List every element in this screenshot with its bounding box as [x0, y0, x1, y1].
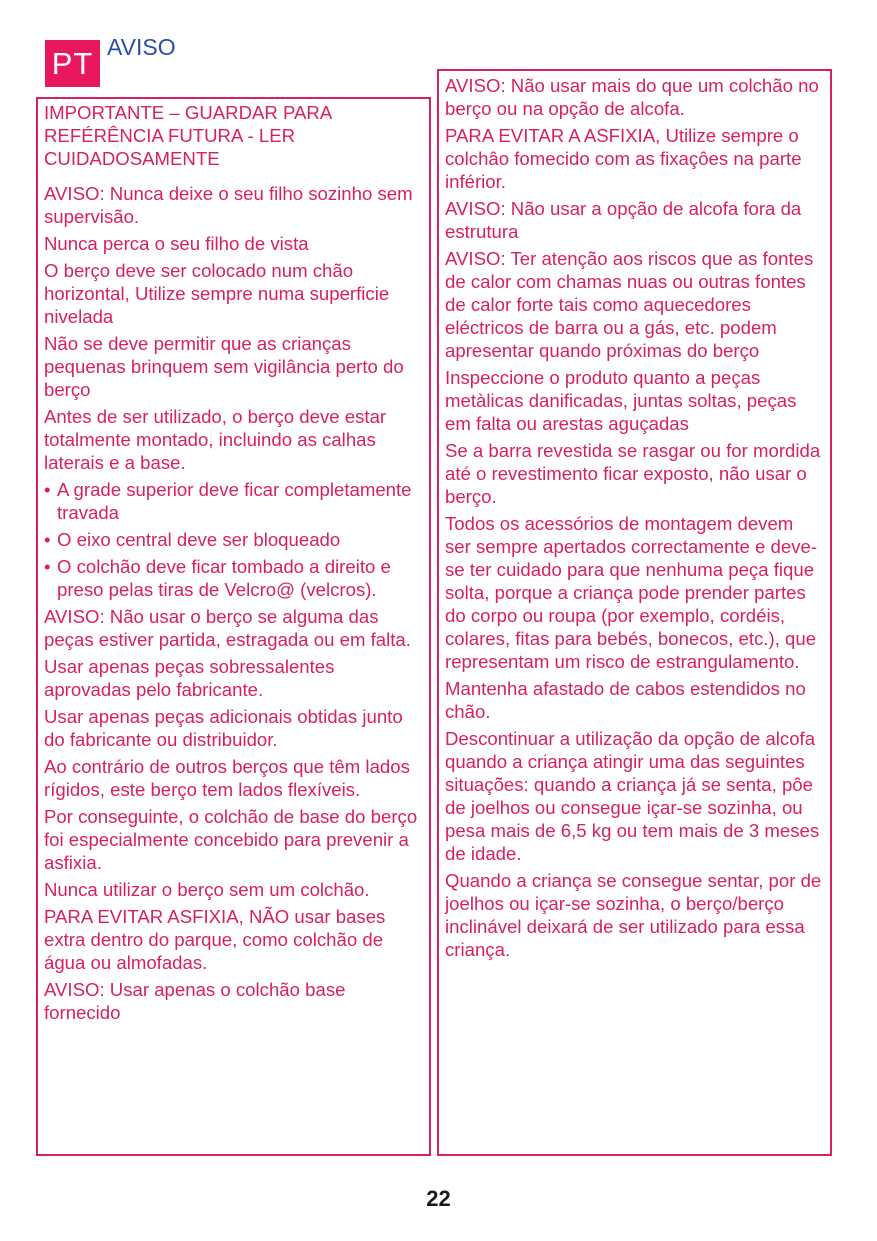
paragraph: Usar apenas peças adicionais obtidas junto do fabricante ou distribuidor. [44, 706, 403, 750]
paragraph: AVISO: Nunca deixe o seu filho sozinho sem supervisão. [44, 183, 413, 227]
paragraph: Todos os acessórios de montagem devem ser sempre apertados correctamente e deve-se ter cuidado para que nenhuma peça fique solta, porque a criança pode prender partes do corpo ou roupa (por exemplo, cordéis, colares, fitas para bebés, bonecos, etc.), que representam um risco de estrangulamento. [445, 513, 818, 672]
paragraph: Mantenha afastado de cabos estendidos no chão. [445, 678, 806, 722]
bullet-text: O colchão deve ficar tombado a direito e preso pelas tiras de Velcro@ (velcros). [57, 556, 391, 600]
paragraph: Não se deve permitir que as crianças pequenas brinquem sem vigilância perto do berço [44, 333, 404, 400]
paragraph: Quando a criança se consegue sentar, por de joelhos ou içar-se sozinha, o berço/berço inclinável deixará de ser utilizado para essa criança. [445, 870, 822, 960]
paragraph: AVISO: Ter atenção aos riscos que as fontes de calor com chamas nuas ou outras fontes de calor forte tais como aquecedores eléctricos de barra ou a gás, etc. podem apresentar quando próximas do berço [445, 248, 814, 361]
paragraph: Nunca utilizar o berço sem um colchão. [44, 879, 370, 900]
paragraph: Se a barra revestida se rasgar ou for mordida até o revestimento ficar exposto, não usar o berço. [445, 440, 821, 507]
bullet-item [44, 478, 423, 524]
left-warning-column [36, 97, 431, 1156]
bullet-dot: • [44, 479, 51, 500]
bullet-dot: • [44, 529, 51, 550]
paragraph: Nunca perca o seu filho de vista [44, 233, 309, 254]
important-heading: IMPORTANTE – GUARDAR PARA REFÉRÊNCIA FUTURA - LER CUIDADOSAMENTE [44, 102, 332, 169]
paragraph: O berço deve ser colocado num chão horizontal, Utilize sempre numa superficie nivelada [44, 260, 390, 327]
paragraph: Usar apenas peças sobressalentes aprovadas pelo fabricante. [44, 656, 335, 700]
bullet-dot: • [44, 556, 51, 577]
paragraph: Descontinuar a utilização da opção de alcofa quando a criança atingir uma das seguintes situações: quando a criança já se senta, pôe de joelhos ou consegue içar-se sozinha, ou pesa mais de 6,5 kg ou tem mais de 3 meses de idade. [445, 728, 820, 864]
page-number: 22 [426, 1186, 451, 1211]
paragraph: PARA EVITAR A ASFIXIA, Utilize sempre o colchâo fomecido com as fixaçôes na parte inférior. [445, 125, 802, 192]
page-title: AVISO [107, 34, 176, 60]
paragraph: AVISO: Usar apenas o colchão base fornecido [44, 979, 346, 1023]
bullet-text: O eixo central deve ser bloqueado [57, 529, 341, 550]
paragraph: PARA EVITAR ASFIXIA, NÃO usar bases extra dentro do parque, como colchão de água ou almofadas. [44, 906, 386, 973]
right-warning-column [437, 69, 832, 1156]
paragraph: AVISO: Não usar o berço se alguma das peças estiver partida, estragada ou em falta. [44, 606, 411, 650]
bullet-item [44, 555, 423, 601]
paragraph: AVISO: Não usar mais do que um colchão no berço ou na opção de alcofa. [445, 75, 819, 119]
paragraph: Antes de ser utilizado, o berço deve estar totalmente montado, incluindo as calhas laterais e a base. [44, 406, 387, 473]
paragraph: Inspeccione o produto quanto a peças metàlicas danificadas, juntas soltas, peças em falta ou arestas aguçadas [445, 367, 797, 434]
paragraph: Ao contrário de outros berços que têm lados rígidos, este berço tem lados flexíveis. [44, 756, 410, 800]
language-badge: PT [45, 40, 100, 87]
paragraph: AVISO: Não usar a opção de alcofa fora da estrutura [445, 198, 802, 242]
paragraph: Por conseguinte, o colchão de base do berço foi especialmente concebido para prevenir a asfixia. [44, 806, 418, 873]
bullet-text: A grade superior deve ficar completamente travada [57, 479, 412, 523]
bullet-item [44, 528, 423, 551]
